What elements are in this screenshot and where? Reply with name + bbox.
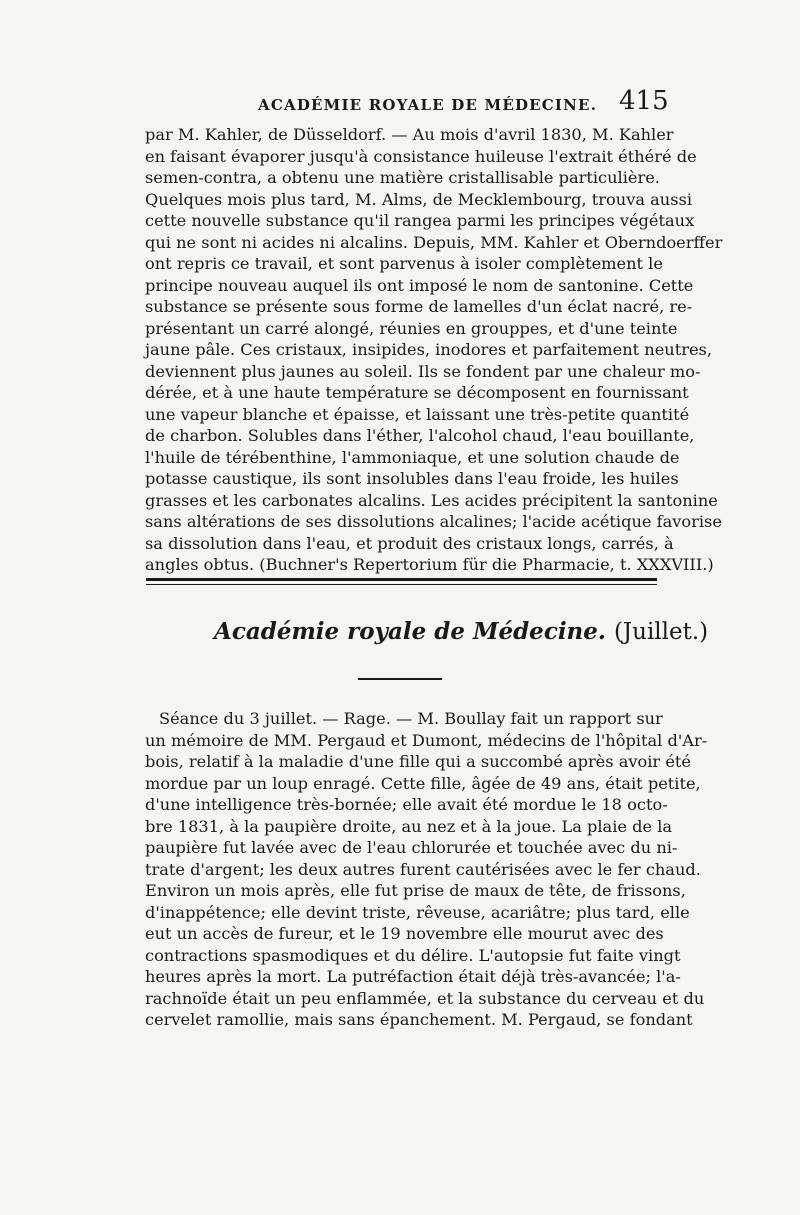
text-line: l'huile de térébenthine, l'ammoniaque, et une solution chaude de — [145, 447, 680, 467]
text-line: ont repris ce travail, et sont parvenus à isoler complètement le — [145, 254, 663, 273]
text-line: un mémoire de MM. Pergaud et Dumont, médecins de l'hôpital d'Ar- — [145, 730, 708, 750]
text-line: contractions spasmodiques et du délire. L'autopsie fut faite vingt — [145, 945, 681, 965]
text-line: eut un accès de fureur, et le 19 novembre elle mourut avec des — [145, 924, 664, 943]
text-line: une vapeur blanche et épaisse, et laissant une très-petite quantité — [145, 404, 690, 424]
section-heading — [214, 618, 708, 645]
text-line: dérée, et à une haute température se décomposent en fournissant — [145, 383, 689, 402]
text-line: grasses et les carbonates alcalins. Les acides précipitent la santonine — [145, 490, 718, 510]
text-line: jaune pâle. Ces cristaux, insipides, inodores et parfaitement neutres, — [145, 340, 713, 359]
text-line: sans altérations de ses dissolutions alcalines; l'acide acétique favorise — [145, 512, 722, 531]
page-number: 415 — [619, 86, 669, 116]
section-heading-month: (Juillet.) — [613, 619, 709, 645]
running-title: ACADÉMIE ROYALE DE MÉDECINE. — [258, 96, 598, 114]
text-line: d'une intelligence très-bornée; elle avait été mordue le 18 octo- — [145, 795, 668, 814]
text-line: trate d'argent; les deux autres furent cautérisées avec le fer chaud. — [145, 859, 701, 879]
text-line: cette nouvelle substance qu'il rangea parmi les principes végétaux — [145, 211, 695, 230]
text-line: angles obtus. (Buchner's Repertorium für die Pharmacie, t. XXXVIII.) — [145, 555, 714, 574]
section-divider-thin — [146, 584, 657, 585]
text-line: qui ne sont ni acides ni alcalins. Depuis, MM. Kahler et Oberndoerffer — [145, 232, 723, 252]
text-line: cervelet ramollie, mais sans épanchement. M. Pergaud, se fondant — [145, 1010, 693, 1029]
text-line: substance se présente sous forme de lamelles d'un éclat nacré, re- — [145, 297, 693, 316]
text-line: semen-contra, a obtenu une matière cristallisable particulière. — [145, 168, 660, 187]
text-line: bre 1831, à la paupière droite, au nez et à la joue. La plaie de la — [145, 816, 673, 836]
text-line: Séance du 3 juillet. — Rage. — M. Boullay fait un rapport sur — [159, 709, 663, 728]
text-line: présentant un carré alongé, réunies en grouppes, et d'une teinte — [145, 318, 678, 338]
paragraph-santonine — [145, 124, 723, 576]
text-line: d'inappétence; elle devint triste, rêveuse, acariâtre; plus tard, elle — [145, 902, 690, 922]
text-line: heures après la mort. La putréfaction était déjà très-avancée; l'a- — [145, 967, 681, 986]
text-line: potasse caustique, ils sont insolubles dans l'eau froide, les huiles — [145, 469, 679, 488]
text-line: Environ un mois après, elle fut prise de maux de tête, de frissons, — [145, 881, 686, 900]
section-heading-title: Académie royale de Médecine. — [214, 618, 606, 645]
heading-underline-rule — [358, 678, 442, 680]
text-line: rachnoïde était un peu enflammée, et la substance du cerveau et du — [145, 988, 705, 1008]
text-line: sa dissolution dans l'eau, et produit des cristaux longs, carrés, à — [145, 533, 674, 553]
text-line: paupière fut lavée avec de l'eau chlorurée et touchée avec du ni- — [145, 838, 678, 857]
text-line: en faisant évaporer jusqu'à consistance huileuse l'extrait éthéré de — [145, 146, 697, 166]
text-line: par M. Kahler, de Düsseldorf. — Au mois d'avril 1830, M. Kahler — [145, 125, 674, 144]
text-line: bois, relatif à la maladie d'une fille qui a succombé après avoir été — [145, 752, 691, 771]
paragraph-seance-rage — [145, 708, 708, 1031]
text-line: Quelques mois plus tard, M. Alms, de Mecklembourg, trouva aussi — [145, 189, 693, 209]
section-divider-thick — [146, 578, 657, 581]
text-line: mordue par un loup enragé. Cette fille, âgée de 49 ans, était petite, — [145, 773, 701, 793]
text-line: principe nouveau auquel ils ont imposé le nom de santonine. Cette — [145, 275, 694, 295]
text-line: de charbon. Solubles dans l'éther, l'alcohol chaud, l'eau bouillante, — [145, 426, 695, 445]
text-line: deviennent plus jaunes au soleil. Ils se fondent par une chaleur mo- — [145, 361, 701, 381]
